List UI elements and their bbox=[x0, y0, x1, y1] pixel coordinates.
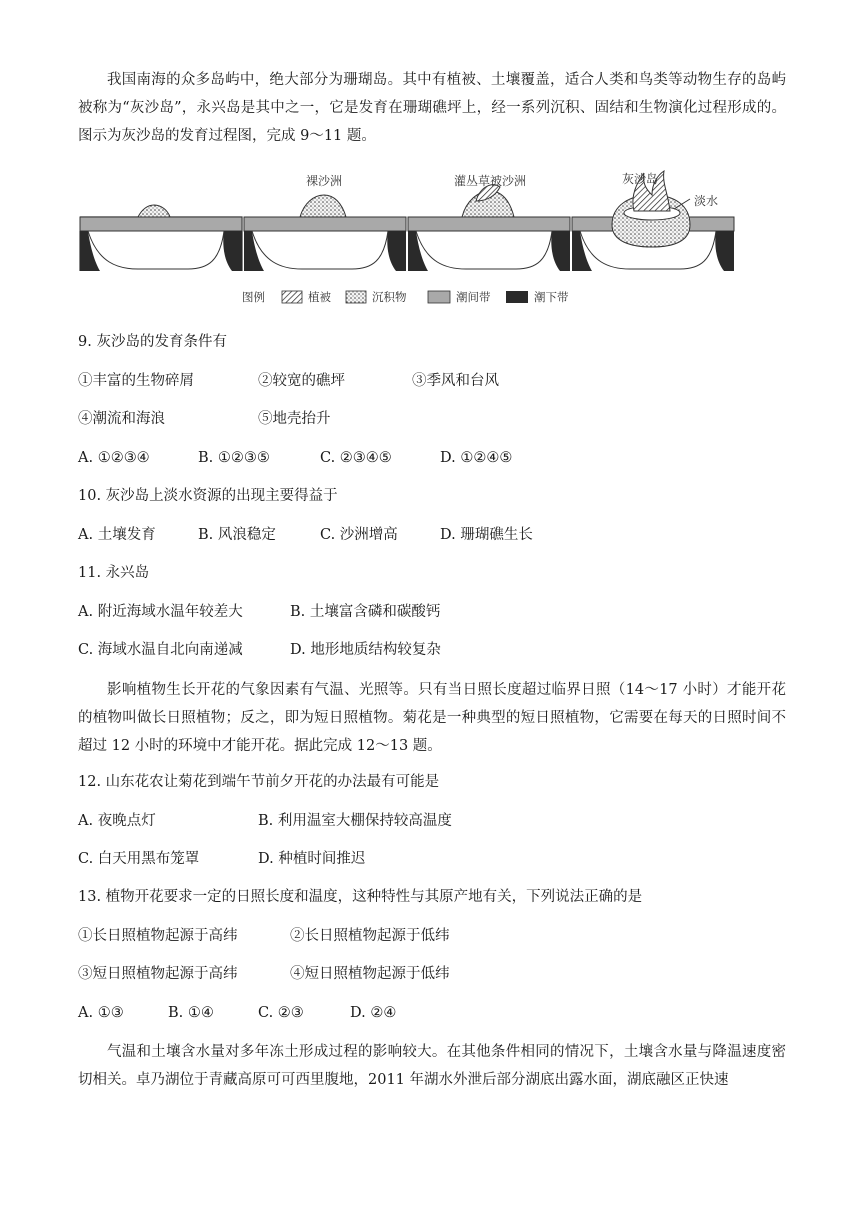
legend-sediment: 沉积物 bbox=[372, 290, 407, 304]
stage-2-label: 裸沙洲 bbox=[305, 174, 343, 188]
legend-intertidal-swatch bbox=[428, 291, 450, 303]
q13-item-4: ④短日照植物起源于低纬 bbox=[290, 966, 450, 982]
stage-3-panel bbox=[408, 173, 570, 271]
stage-4-panel bbox=[572, 171, 734, 271]
q10-option-c[interactable]: C. 沙洲增高 bbox=[320, 527, 398, 543]
question-12-stem: 12. 山东花农让菊花到端午节前夕开花的办法最有可能是 bbox=[78, 774, 440, 790]
q9-option-c[interactable]: C. ②③④⑤ bbox=[320, 450, 392, 466]
passage-permafrost: 气温和土壤含水量对多年冻土形成过程的影响较大。在其他条件相同的情况下，土壤含水量与降温速度密切相关。卓乃湖位于青藏高原可可西里腹地，2011 年湖水外泄后部分湖底出露水面，湖底融区正快速 bbox=[78, 1044, 786, 1088]
legend-title: 图例 bbox=[242, 290, 265, 304]
q13-option-a[interactable]: A. ①③ bbox=[78, 1005, 124, 1021]
q11-option-c[interactable]: C. 海域水温自北向南递减 bbox=[78, 642, 243, 658]
figure-legend bbox=[242, 290, 569, 304]
q10-option-a[interactable]: A. 土壤发育 bbox=[78, 527, 156, 543]
question-9-stem: 9. 灰沙岛的发育条件有 bbox=[78, 334, 227, 350]
freshwater-label: 淡水 bbox=[694, 194, 719, 208]
q9-item-3: ③季风和台风 bbox=[412, 373, 499, 389]
stage-3-label: 灌丛草被沙洲 bbox=[453, 174, 527, 188]
q11-option-a[interactable]: A. 附近海域水温年较差大 bbox=[78, 604, 243, 620]
question-11-stem: 11. 永兴岛 bbox=[78, 565, 150, 581]
question-10-stem: 10. 灰沙岛上淡水资源的出现主要得益于 bbox=[78, 488, 338, 504]
legend-vegetation-swatch bbox=[282, 291, 302, 303]
q11-option-d[interactable]: D. 地形地质结构较复杂 bbox=[290, 642, 441, 658]
q12-option-c[interactable]: C. 白天用黑布笼罩 bbox=[78, 851, 200, 867]
legend-subtidal-swatch bbox=[506, 291, 528, 303]
sand-island-development-figure bbox=[78, 165, 786, 313]
legend-sediment-swatch bbox=[346, 291, 366, 303]
q13-item-2: ②长日照植物起源于低纬 bbox=[290, 928, 450, 944]
q9-item-5: ⑤地壳抬升 bbox=[258, 411, 331, 427]
stage-4-label: 灰沙岛 bbox=[621, 172, 659, 186]
q11-option-b[interactable]: B. 土壤富含磷和碳酸钙 bbox=[290, 604, 441, 620]
q12-option-b[interactable]: B. 利用温室大棚保持较高温度 bbox=[258, 813, 452, 829]
q13-option-c[interactable]: C. ②③ bbox=[258, 1005, 304, 1021]
legend-vegetation: 植被 bbox=[308, 290, 331, 304]
legend-subtidal: 潮下带 bbox=[534, 290, 569, 304]
q10-option-b[interactable]: B. 风浪稳定 bbox=[198, 527, 276, 543]
q9-item-4: ④潮流和海浪 bbox=[78, 411, 165, 427]
stage-2-panel bbox=[244, 173, 406, 271]
q9-option-d[interactable]: D. ①②④⑤ bbox=[440, 450, 513, 466]
q13-option-b[interactable]: B. ①④ bbox=[168, 1005, 214, 1021]
q13-item-1: ①长日照植物起源于高纬 bbox=[78, 928, 238, 944]
question-13-stem: 13. 植物开花要求一定的日照长度和温度，这种特性与其原产地有关，下列说法正确的是 bbox=[78, 889, 643, 905]
q9-option-b[interactable]: B. ①②③⑤ bbox=[198, 450, 270, 466]
q12-option-d[interactable]: D. 种植时间推迟 bbox=[258, 851, 366, 867]
q13-option-d[interactable]: D. ②④ bbox=[350, 1005, 397, 1021]
q9-item-1: ①丰富的生物碎屑 bbox=[78, 373, 194, 389]
q10-option-d[interactable]: D. 珊瑚礁生长 bbox=[440, 527, 533, 543]
q13-item-3: ③短日照植物起源于高纬 bbox=[78, 966, 238, 982]
q9-option-a[interactable]: A. ①②③④ bbox=[78, 450, 150, 466]
stage-1-panel bbox=[80, 205, 242, 271]
q12-option-a[interactable]: A. 夜晚点灯 bbox=[78, 813, 156, 829]
passage-photoperiod: 影响植物生长开花的气象因素有气温、光照等。只有当日照长度超过临界日照（14～17 小时）才能开花的植物叫做长日照植物；反之，即为短日照植物。菊花是一种典型的短日照植物，它需要在每天的日照时间不超过 12 小时的环境中才能开花。据此完成 12～13 题。 bbox=[78, 682, 786, 754]
passage-coral-islands: 我国南海的众多岛屿中，绝大部分为珊瑚岛。其中有植被、土壤覆盖，适合人类和鸟类等动物生存的岛屿被称为“灰沙岛”，永兴岛是其中之一，它是发育在珊瑚礁坪上，经一系列沉积、固结和生物演化过程形成的。图示为灰沙岛的发育过程图，完成 9～11 题。 bbox=[78, 72, 786, 144]
legend-intertidal: 潮间带 bbox=[456, 290, 491, 304]
q9-item-2: ②较宽的礁坪 bbox=[258, 373, 345, 389]
